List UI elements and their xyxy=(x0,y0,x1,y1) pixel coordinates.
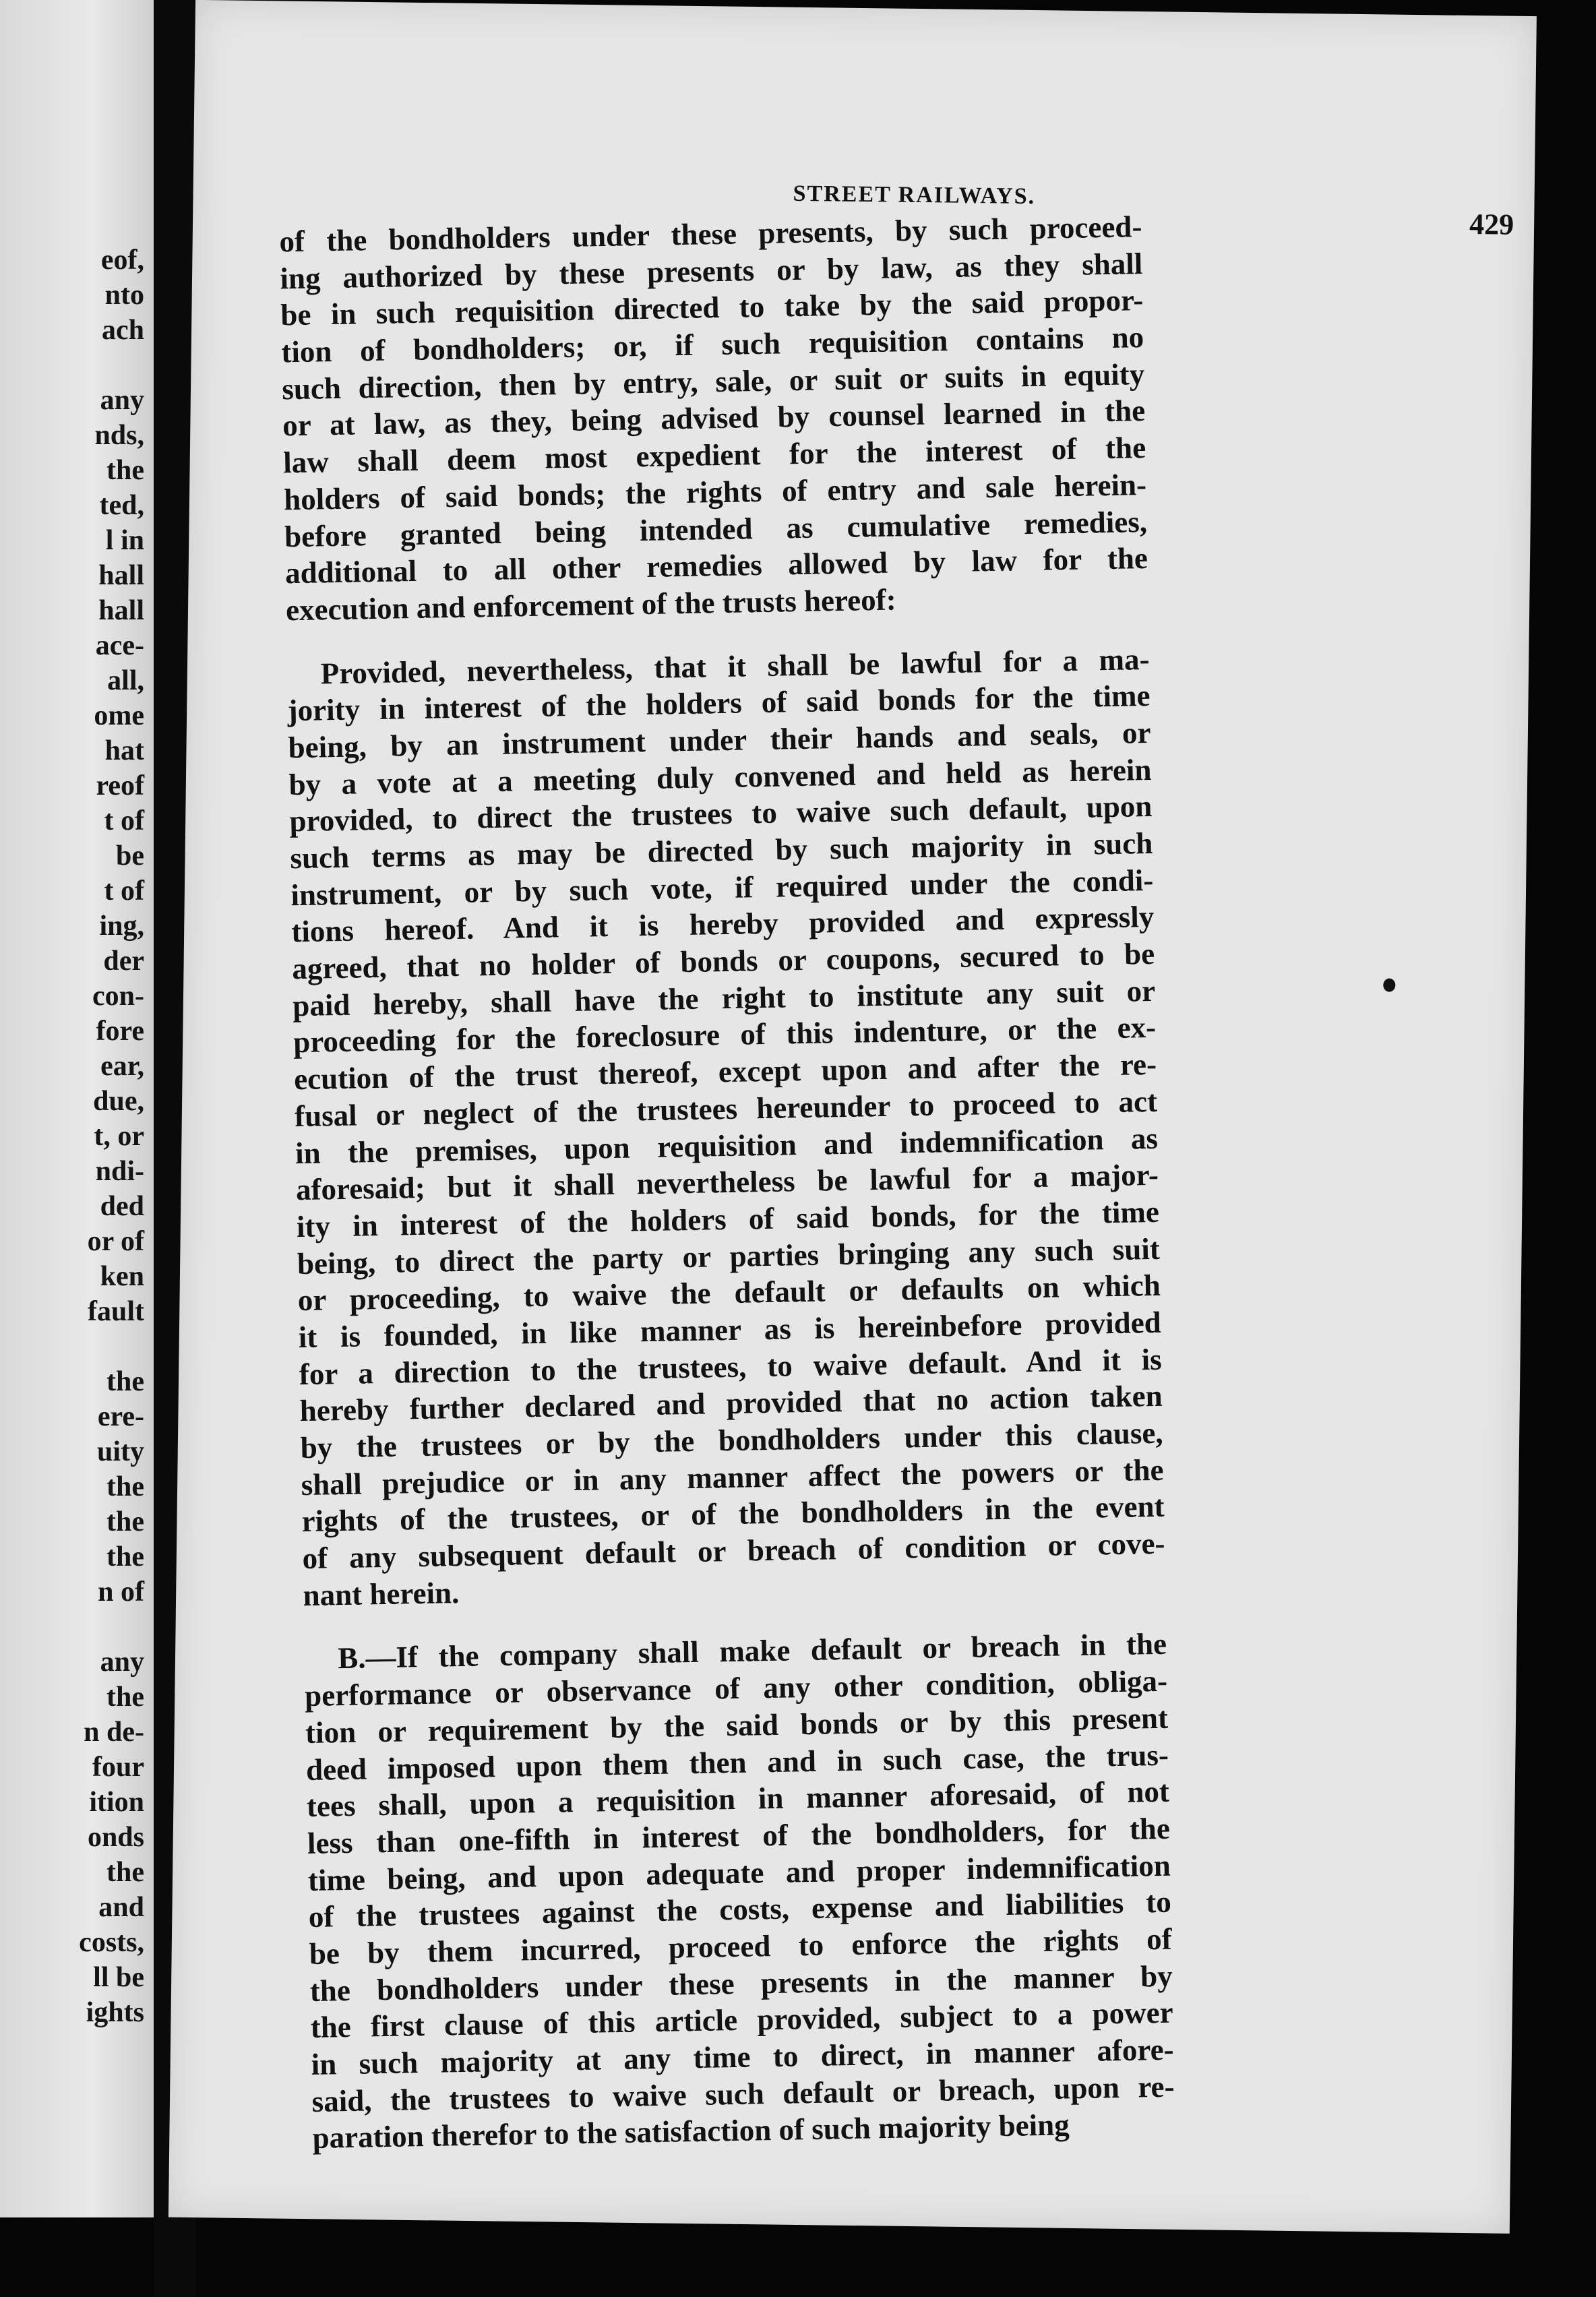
text-line: tees shall, upon a requisition in manner aforesaid, of not xyxy=(306,1774,1170,1824)
text-line: proceeding for the foreclosure of this indenture, or the ex- xyxy=(293,1010,1157,1060)
facing-page-edge xyxy=(0,0,154,2217)
facing-page-line: con- xyxy=(92,981,144,1012)
facing-page-line: ted, xyxy=(99,490,144,521)
facing-page-line: ights xyxy=(86,1997,144,2028)
text-line: of any subsequent default or breach of condition or cove- xyxy=(302,1526,1165,1576)
text-line: tions hereof. And it is hereby provided and expressly xyxy=(290,900,1155,949)
text-line: the bondholders under these presents in the manner by xyxy=(309,1959,1173,2008)
facing-page-line: hat xyxy=(104,735,144,766)
text-line: agreed, that no holder of bonds or coupons, secured to be xyxy=(291,936,1155,986)
facing-page-line: nto xyxy=(104,280,144,311)
facing-page-line: ach xyxy=(102,315,144,346)
text-line: of the trustees against the costs, expense and liabilities to xyxy=(308,1885,1172,1934)
facing-page-line: t of xyxy=(104,805,144,836)
facing-page-line: eof, xyxy=(100,245,144,276)
ink-speck xyxy=(1383,978,1395,991)
facing-page-line: costs, xyxy=(79,1927,144,1958)
text-line: tion of bondholders; or, if such requisition contains no xyxy=(280,320,1144,369)
text-line: law shall deem most expedient for the interest of the xyxy=(282,431,1146,480)
facing-page-line: t of xyxy=(104,876,144,907)
facing-page-line: n of xyxy=(98,1576,144,1607)
facing-page-line: reof xyxy=(96,770,144,801)
facing-page-line: ded xyxy=(100,1191,144,1222)
text-line: in the premises, upon requisition and indemnification as xyxy=(295,1121,1159,1170)
text-line: shall prejudice or in any manner affect the powers or the xyxy=(301,1452,1164,1502)
facing-page-line: fore xyxy=(96,1016,144,1047)
facing-page-line: four xyxy=(92,1752,144,1783)
text-line: by a vote at a meeting duly convened and held as herein xyxy=(288,752,1152,801)
facing-page-line xyxy=(79,1610,144,1645)
text-line: ecution of the trust thereof, except upon and after the re- xyxy=(293,1047,1157,1097)
text-line: provided, to direct the trustees to waive such default, upon xyxy=(289,789,1153,838)
text-line: B.—If the company shall make default or breach in the xyxy=(337,1627,1167,1676)
facing-page-line: ken xyxy=(100,1261,144,1292)
text-line: aforesaid; but it shall nevertheless be lawful for a major- xyxy=(295,1158,1159,1207)
text-line: for a direction to the trustees, to waive default. And it is xyxy=(299,1342,1163,1391)
facing-page-line: the xyxy=(106,1541,144,1572)
facing-page-line: nds, xyxy=(94,420,144,451)
facing-page-line: ll be xyxy=(93,1962,144,1993)
facing-page-line: hall xyxy=(98,560,144,591)
facing-page-line: all, xyxy=(107,665,144,696)
facing-page-line: fault xyxy=(88,1296,144,1327)
text-line: fusal or neglect of the trustees hereunder to proceed to act xyxy=(294,1084,1158,1133)
facing-page-line: or of xyxy=(87,1226,144,1257)
facing-page-line: t, or xyxy=(94,1121,144,1152)
text-line: in such majority at any time to direct, in manner afore- xyxy=(311,2032,1174,2081)
facing-page-line: uity xyxy=(96,1436,144,1467)
paragraph xyxy=(304,1626,1175,2157)
text-line: the first clause of this article provided, subject to a power xyxy=(310,1995,1174,2045)
text-line: by the trustees or by the bondholders under this clause, xyxy=(300,1415,1163,1465)
text-line: rights of the trustees, or of the bondholders in the event xyxy=(301,1490,1165,1539)
text-line: of the bondholders under these presents, by such proceed- xyxy=(279,210,1142,259)
facing-page-line: der xyxy=(103,946,144,977)
text-line: less than one-fifth in interest of the bondholders, for the xyxy=(307,1811,1171,1860)
facing-page-line xyxy=(79,348,144,383)
facing-page-line: ome xyxy=(94,700,144,731)
body-text xyxy=(279,208,1175,2157)
text-line: hereby further declared and provided that no action taken xyxy=(299,1379,1163,1428)
facing-page-line: ition xyxy=(89,1787,144,1818)
facing-page-line: ing, xyxy=(99,911,144,942)
facing-page-line: onds xyxy=(87,1822,144,1853)
paragraph xyxy=(279,208,1148,629)
text-line: such direction, then by entry, sale, or suit or suits in equity xyxy=(281,357,1145,406)
text-line: time being, and upon adequate and proper indemnification xyxy=(307,1848,1171,1897)
facing-page-text xyxy=(79,243,144,2030)
text-line: performance or observance of any other condition, obliga- xyxy=(304,1663,1168,1713)
text-line: paid hereby, shall have the right to institute any suit or xyxy=(292,973,1156,1022)
facing-page-line: the xyxy=(106,1471,144,1502)
text-line: before granted being intended as cumulative remedies, xyxy=(284,504,1148,553)
facing-page-line: the xyxy=(106,1506,144,1537)
text-line: holders of said bonds; the rights of entry and sale herein- xyxy=(283,467,1147,517)
facing-page-line: ndi- xyxy=(95,1156,144,1187)
text-line: it is founded, in like manner as is hereinbefore provided xyxy=(298,1305,1162,1355)
text-line: being, to direct the party or parties bringing any such suit xyxy=(297,1231,1161,1281)
facing-page-line: hall xyxy=(98,595,144,626)
text-line: nant herein. xyxy=(303,1575,460,1612)
text-line: said, the trustees to waive such default or breach, upon re- xyxy=(311,2069,1175,2118)
facing-page-line xyxy=(79,1329,144,1364)
facing-page-line: the xyxy=(106,1366,144,1397)
facing-page-line: n de- xyxy=(84,1717,144,1748)
text-line: paration therefor to the satisfaction of such majority being xyxy=(312,2108,1070,2155)
facing-page-line: any xyxy=(100,385,144,416)
facing-page-line: be xyxy=(116,840,144,871)
facing-page-line: the xyxy=(106,1857,144,1888)
facing-page-line: due, xyxy=(93,1086,144,1117)
text-line: ity in interest of the holders of said bonds, for the time xyxy=(296,1194,1160,1244)
paragraph xyxy=(286,641,1166,1614)
page-number: 429 xyxy=(1469,207,1514,241)
running-head: STREET RAILWAYS. xyxy=(793,181,1036,210)
text-line: additional to all other remedies allowed by law for the xyxy=(284,541,1148,590)
text-line: be in such requisition directed to take by the said propor- xyxy=(280,283,1144,332)
facing-page-line: ace- xyxy=(95,630,144,661)
facing-page-line: the xyxy=(106,1682,144,1713)
text-line: be by them incurred, proceed to enforce the rights of xyxy=(309,1922,1173,1971)
facing-page-line: and xyxy=(98,1892,144,1923)
facing-page-line: the xyxy=(106,455,144,486)
text-line: tion or requirement by the said bonds or by this present xyxy=(305,1701,1169,1750)
text-line: being, by an instrument under their hands and seals, or xyxy=(288,715,1151,765)
facing-page-line: ere- xyxy=(97,1401,144,1432)
text-line: such terms as may be directed by such majority in such xyxy=(290,826,1153,876)
facing-page-line: l in xyxy=(105,525,144,556)
text-line: deed imposed upon them then and in such case, the trus- xyxy=(305,1738,1169,1787)
text-line: or at law, as they, being advised by counsel learned in the xyxy=(282,394,1146,443)
facing-page-line: ear, xyxy=(100,1051,144,1082)
text-line: ing authorized by these presents or by law, as they shall xyxy=(280,246,1143,296)
text-line: instrument, or by such vote, if required under the condi- xyxy=(290,863,1154,912)
text-line: Provided, nevertheless, that it shall be lawful for a ma- xyxy=(320,642,1150,690)
text-line: jority in interest of the holders of said bonds for the time xyxy=(287,679,1150,728)
document-page xyxy=(168,0,1537,2234)
facing-page-line: any xyxy=(100,1647,144,1678)
text-line: execution and enforcement of the trusts hereof: xyxy=(285,582,897,627)
text-line: or proceeding, to waive the default or defaults on which xyxy=(297,1268,1161,1318)
